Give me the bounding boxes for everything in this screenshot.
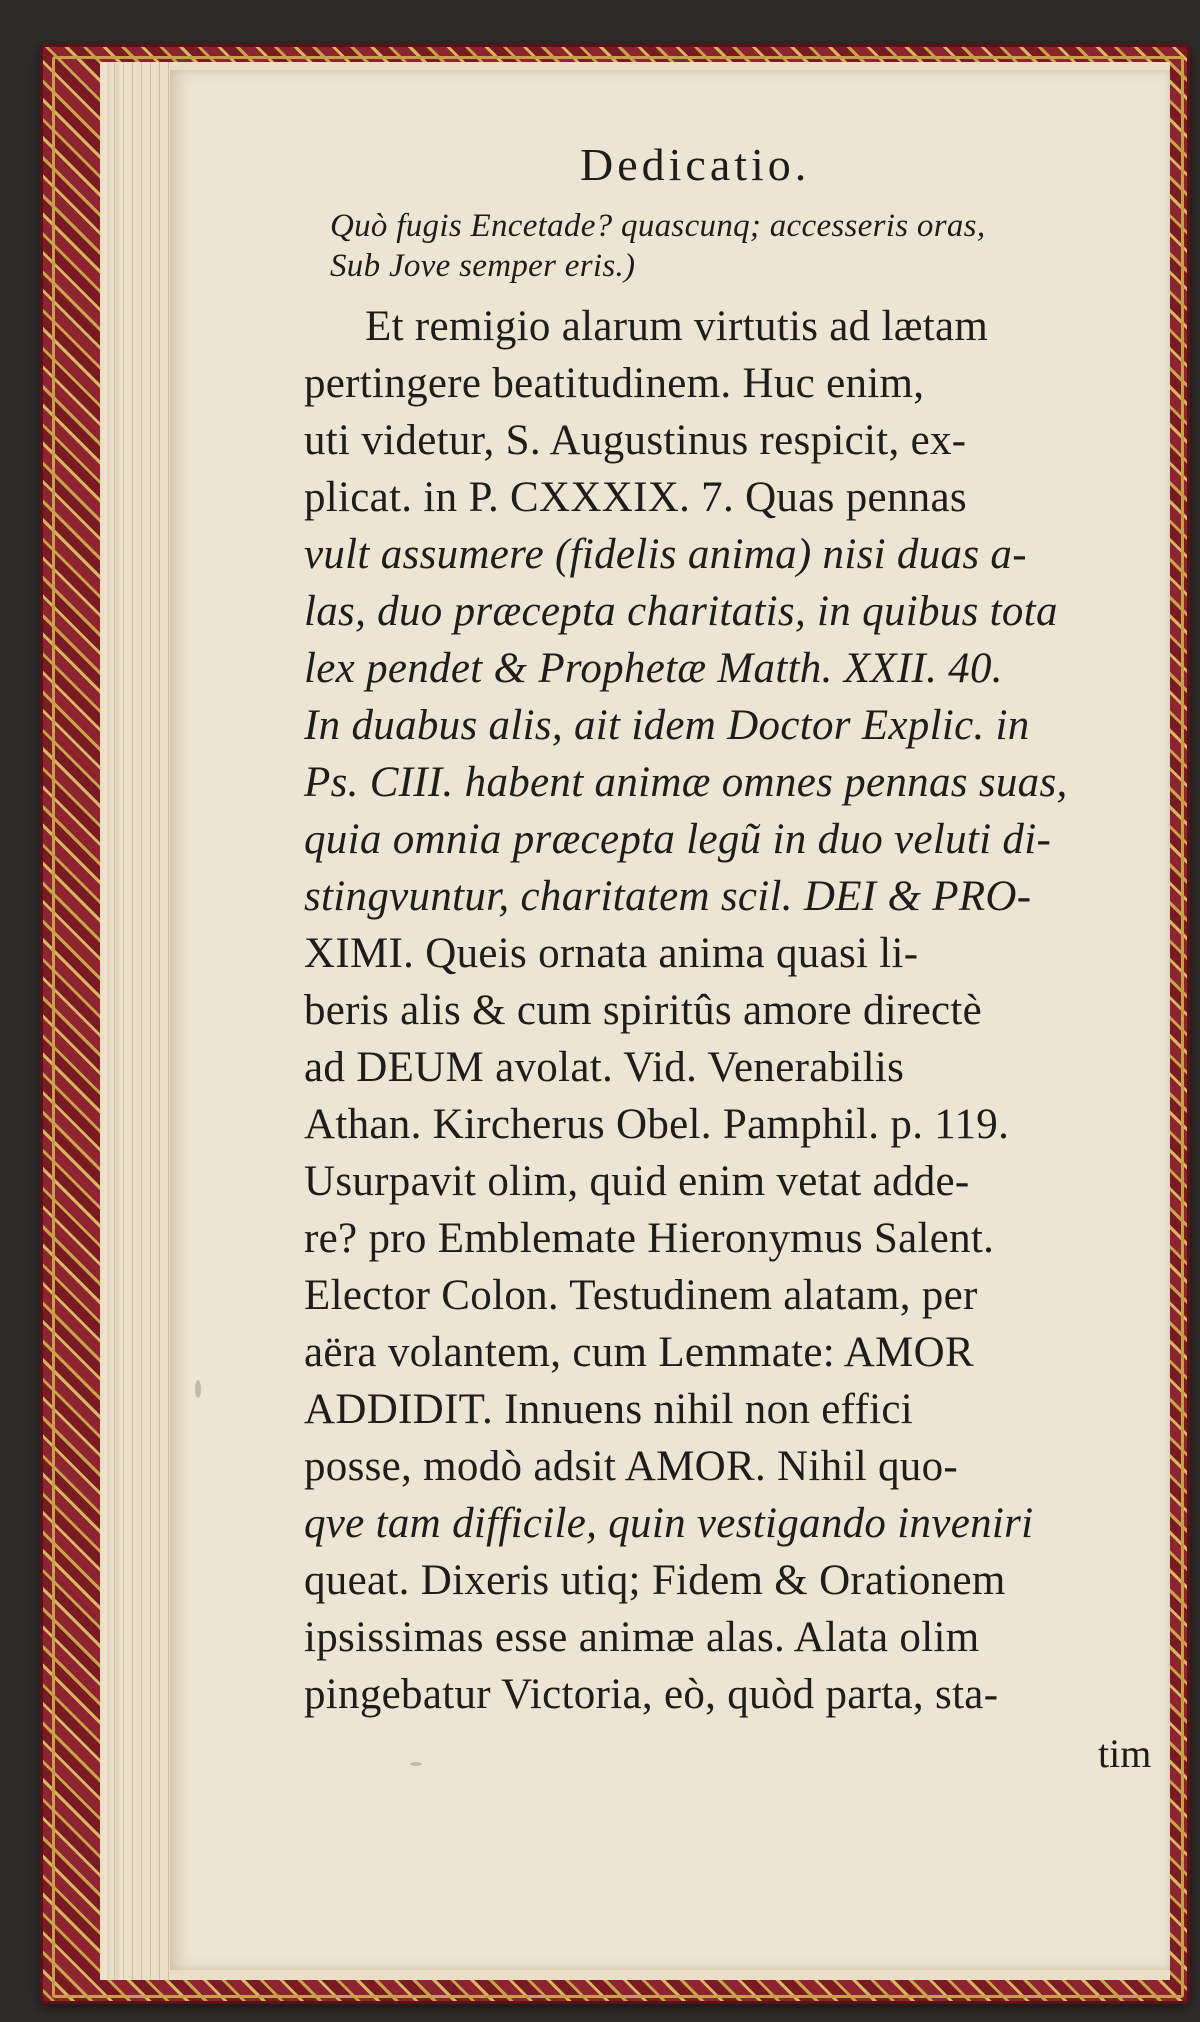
text-line: las, duo præcepta charitatis, in quibus tota (304, 588, 1058, 635)
text-line: Sub Jove semper eris.) (330, 248, 636, 284)
text-line: ADDIDIT. Innuens nihil non effici (304, 1386, 913, 1433)
stacked-leaves (114, 62, 174, 1980)
text-line: Athan. Kircherus Obel. Pamphil. p. 119. (304, 1101, 1010, 1148)
text-line: qve tam difficile, quin vestigando inveniri (304, 1500, 1034, 1547)
text-line: beris alis & cum spiritûs amore directè (304, 987, 983, 1034)
text-line: uti videtur, S. Augustinus respicit, ex- (304, 417, 967, 464)
text-line: Ps. CIII. habent animæ omnes pennas suas, (304, 759, 1068, 806)
text-line: Et remigio alarum virtutis ad lætam (365, 303, 989, 350)
text-line: aëra volantem, cum Lemmate: AMOR (304, 1329, 974, 1376)
text-line: lex pendet & Prophetæ Matth. XXII. 40. (304, 645, 1003, 692)
text-line: pertingere beatitudinem. Huc enim, (304, 360, 925, 407)
text-line: re? pro Emblemate Hieronymus Salent. (304, 1215, 995, 1262)
text-line: ad DEUM avolat. Vid. Venerabilis (304, 1044, 905, 1091)
text-line: XIMI. Queis ornata anima quasi li- (304, 930, 919, 977)
text-line: stingvuntur, charitatem scil. DEI & PRO- (304, 873, 1032, 920)
text-line: queat. Dixeris utiq; Fidem & Orationem (304, 1557, 1006, 1604)
catchword: tim (1098, 1731, 1152, 1776)
paper-blemish (195, 1380, 201, 1398)
running-header: Dedicatio. (580, 139, 811, 190)
text-line: plicat. in P. CXXXIX. 7. Quas pennas (304, 474, 967, 521)
text-line: posse, modò adsit AMOR. Nihil quo- (304, 1443, 959, 1490)
text-line: ipsissimas esse animæ alas. Alata olim (304, 1614, 980, 1661)
text-line: vult assumere (fidelis anima) nisi duas a- (304, 531, 1027, 578)
text-line: In duabus alis, ait idem Doctor Explic. in (304, 702, 1030, 749)
text-line: Usurpavit olim, quid enim vetat adde- (304, 1158, 970, 1205)
text-line: pingebatur Victoria, eò, quòd parta, sta- (304, 1671, 999, 1718)
text-line: Quò fugis Encetade? quascunq; accesseris oras, (330, 208, 986, 244)
text-line: quia omnia præcepta legũ in duo veluti di- (304, 816, 1052, 863)
text-line: Elector Colon. Testudinem alatam, per (304, 1272, 978, 1319)
paper-blemish (410, 1762, 422, 1766)
